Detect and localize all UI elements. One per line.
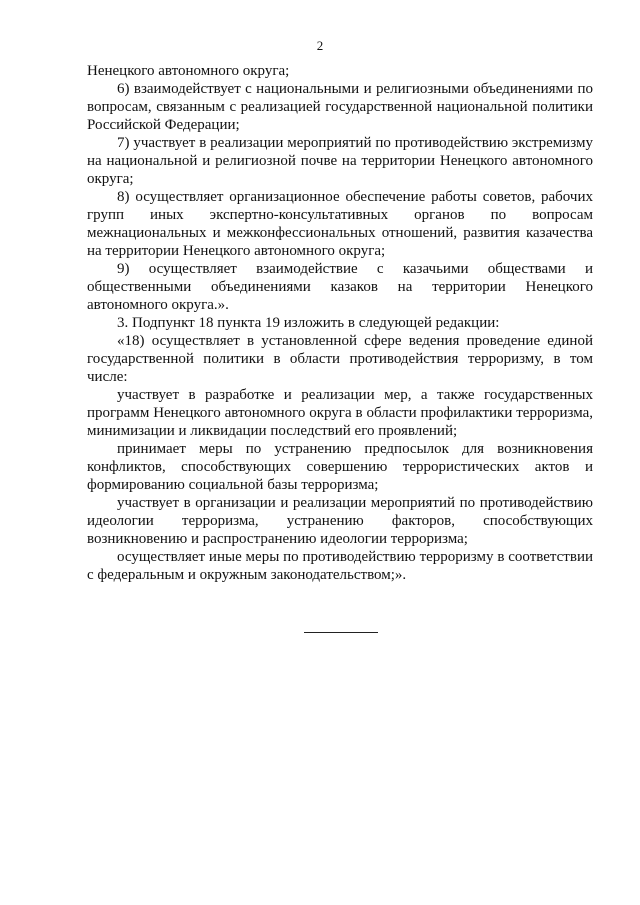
paragraph-sub-programs: участвует в разработке и реализации мер, а также государственных программ Ненецкого автономного округа в области профилактики терроризма, минимизации и ликвидации последствий его проявлений; [87,387,593,439]
paragraph-item-8: 8) осуществляет организационное обеспечение работы советов, рабочих групп иных экспертно-консультативных органов по вопросам межнациональных и межконфессиональных отношений, развития казачества на территории Ненецкого автономного округа; [87,189,593,259]
paragraph-sub-prevention: принимает меры по устранению предпосылок для возникновения конфликтов, способствующих совершению террористических актов и формированию социальной базы терроризма; [87,441,593,493]
paragraph-item-18: «18) осуществляет в установленной сфере ведения проведение единой государственной политики в области противодействия терроризму, в том числе: [87,333,593,385]
paragraph-item-6: 6) взаимодействует с национальными и религиозными объединениями по вопросам, связанным с реализацией государственной национальной политики Российской Федерации; [87,81,593,133]
paragraph-clause-3: 3. Подпункт 18 пункта 19 изложить в следующей редакции: [117,315,500,331]
document-body [87,62,593,584]
end-separator-line [304,632,378,633]
paragraph-sub-ideology: участвует в организации и реализации мероприятий по противодействию идеологии терроризма, устранению факторов, способствующих возникновению и распространению идеологии терроризма; [87,495,593,547]
paragraph-sub-other-measures: осуществляет иные меры по противодействию терроризму в соответствии с федеральным и окружным законодательством;». [87,549,593,583]
paragraph-continuation: Ненецкого автономного округа; [87,63,290,79]
paragraph-item-7: 7) участвует в реализации мероприятий по противодействию экстремизму на национальной и религиозной почве на территории Ненецкого автономного округа; [87,135,593,187]
paragraph-item-9: 9) осуществляет взаимодействие с казачьими обществами и общественными объединениями казаков на территории Ненецкого автономного округа.». [87,261,593,313]
page-number: 2 [316,38,324,53]
